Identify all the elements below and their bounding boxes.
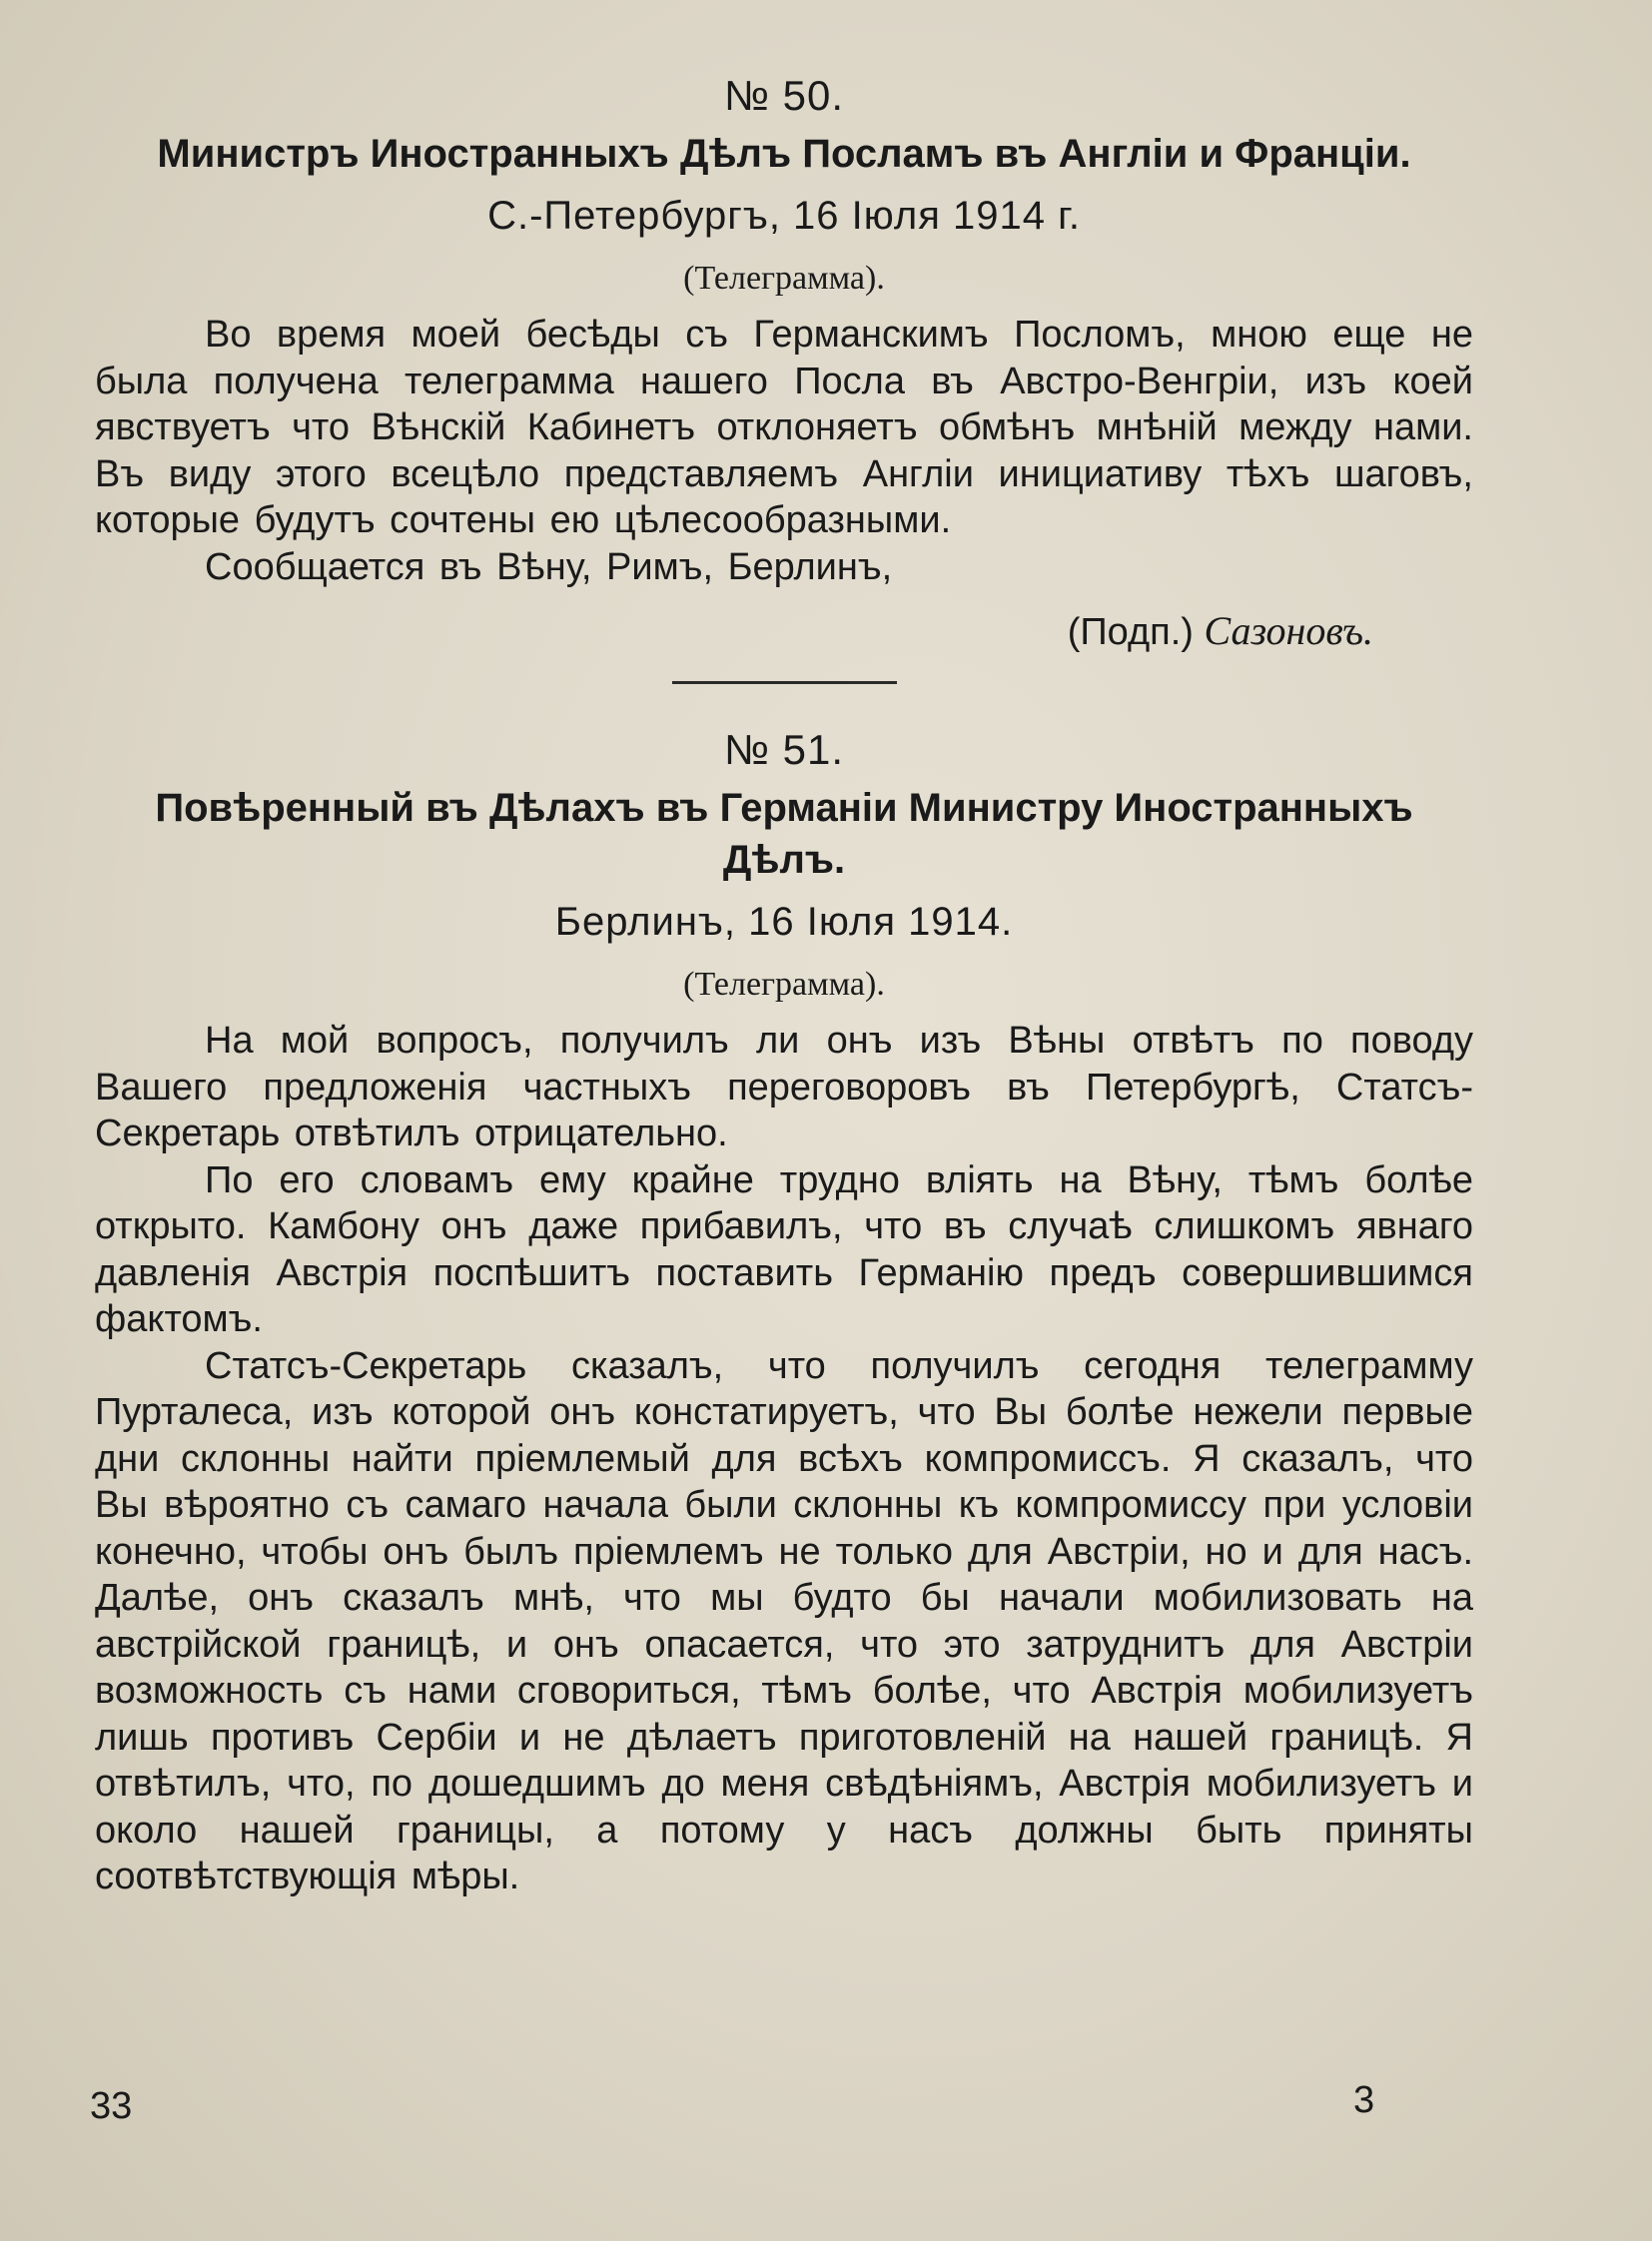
page-number: 3 [1353, 2079, 1375, 2121]
document-50 [95, 70, 1473, 655]
document-number: № 50. [723, 72, 845, 119]
place-date: Берлинъ, 16 Іюля 1914. [554, 900, 1014, 944]
document-number: № 51. [723, 726, 845, 773]
document-51 [95, 724, 1473, 1900]
page-signature-mark: 33 [90, 2085, 133, 2127]
paragraph: Статсъ-Секретарь сказалъ, что получилъ сегодня телеграмму Пурталеса, изъ которой онъ констатируетъ, что Вы болѣе нежели первые дни склонны найти пріемлемый для всѣхъ компромиссъ. Я сказалъ, что Вы вѣроятно съ самаго начала были склонны къ компромиссу при условіи конечно, чтобы онъ былъ пріемлемъ не только для Австріи, но и для насъ. Далѣе, онъ сказалъ мнѣ, что мы будто бы начали мобилизовать на австрійской границѣ, и онъ опасается, что это затруднитъ для Австріи возможность съ нами сговориться, тѣмъ болѣе, что Австрія мобилизуетъ лишь противъ Сербіи и не дѣлаетъ приготовленій на нашей границѣ. Я отвѣтилъ, что, по дошедшимъ до меня свѣдѣніямъ, Австрія мобилизуетъ и около нашей границы, а потому у насъ должны быть приняты соотвѣтствующія мѣры. [95, 1344, 1473, 1897]
signature [95, 608, 1373, 655]
document-type: (Телеграмма). [683, 966, 885, 1003]
place-date: С.-Петербургъ, 16 Іюля 1914 г. [487, 194, 1081, 238]
document-type: (Телеграмма). [683, 260, 885, 297]
signature-name: Сазоновъ. [1204, 608, 1373, 653]
paragraph: Сообщается въ Вѣну, Римъ, Берлинъ, [205, 545, 893, 588]
signature-prefix: (Подп.) [1067, 611, 1194, 653]
paragraph: На мой вопросъ, получилъ ли онъ изъ Вѣны отвѣтъ по поводу Вашего предложенія частныхъ переговоровъ въ Петербургѣ, Статсъ-Секретарь отвѣтилъ отрицательно. [95, 1020, 1473, 1154]
page-content [95, 70, 1473, 1900]
paragraph: По его словамъ ему крайне трудно вліять на Вѣну, тѣмъ болѣе открыто. Камбону онъ даже прибавилъ, что въ случаѣ слишкомъ явнаго давленія Австрія поспѣшитъ поставить Германію предъ совершившимся фактомъ. [95, 1158, 1473, 1340]
document-heading: Министръ Иностранныхъ Дѣлъ Посламъ въ Англіи и Франціи. [157, 132, 1411, 176]
section-divider [672, 681, 897, 684]
document-heading: Повѣренный въ Дѣлахъ въ Германіи Министру Иностранныхъ Дѣлъ. [155, 786, 1413, 882]
paragraph: Во время моей бесѣды съ Германскимъ Посломъ, мною еще не была получена телеграмма нашего Посла въ Австро-Венгріи, изъ коей явствуетъ что Вѣнскій Кабинетъ отклоняетъ обмѣнъ мнѣній между нами. Въ виду этого всецѣло представляемъ Англіи инициативу тѣхъ шаговъ, которые будутъ сочтены ею цѣлесообразными. [95, 314, 1473, 541]
